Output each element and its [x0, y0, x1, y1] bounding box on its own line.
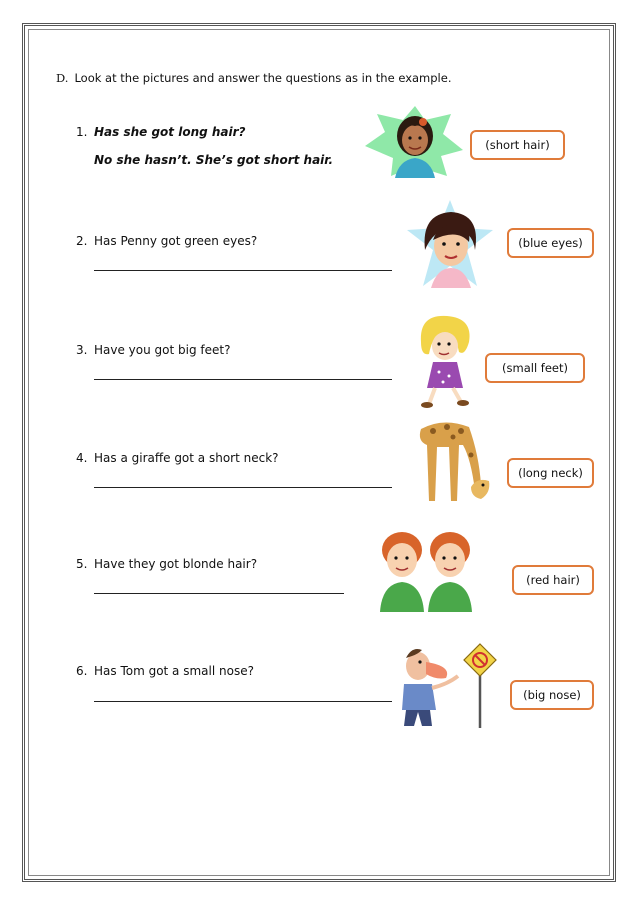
blonde-girl-picture	[415, 312, 477, 408]
question-text: Has Penny got green eyes?	[94, 234, 258, 248]
instruction-text: Look at the pictures and answer the questions as in the example.	[74, 71, 452, 85]
instruction	[56, 71, 451, 85]
question-number: 6.	[76, 664, 88, 678]
question-2	[76, 234, 257, 248]
question-5	[76, 557, 257, 571]
question-6	[76, 664, 254, 678]
answer-line-4[interactable]	[94, 487, 392, 488]
question-4	[76, 451, 279, 465]
answer-line-5[interactable]	[94, 593, 344, 594]
question-text: Has she got long hair?	[94, 125, 246, 139]
question-1	[76, 125, 246, 139]
question-number: 5.	[76, 557, 88, 571]
example-answer: No she hasn’t. She’s got short hair.	[94, 153, 334, 167]
answer-line-6[interactable]	[94, 701, 392, 702]
answer-line-2[interactable]	[94, 270, 392, 271]
question-number: 1.	[76, 125, 88, 139]
giraffe-picture	[413, 415, 493, 507]
hint-box-5: (red hair)	[512, 565, 594, 595]
question-number: 3.	[76, 343, 88, 357]
hint-box-3: (small feet)	[485, 353, 585, 383]
question-3	[76, 343, 230, 357]
question-number: 2.	[76, 234, 88, 248]
section-letter: D.	[56, 71, 69, 85]
tom-big-nose-picture	[392, 640, 502, 730]
red-haired-twins-picture	[376, 528, 476, 612]
girl-short-hair-picture	[363, 106, 465, 178]
hint-box-4: (long neck)	[507, 458, 594, 488]
question-text: Have they got blonde hair?	[94, 557, 258, 571]
question-text: Have you got big feet?	[94, 343, 231, 357]
question-text: Has a giraffe got a short neck?	[94, 451, 279, 465]
question-number: 4.	[76, 451, 88, 465]
hint-box-1: (short hair)	[470, 130, 565, 160]
answer-line-3[interactable]	[94, 379, 392, 380]
question-text: Has Tom got a small nose?	[94, 664, 254, 678]
hint-box-6: (big nose)	[510, 680, 594, 710]
penny-picture	[405, 200, 495, 290]
hint-box-2: (blue eyes)	[507, 228, 594, 258]
